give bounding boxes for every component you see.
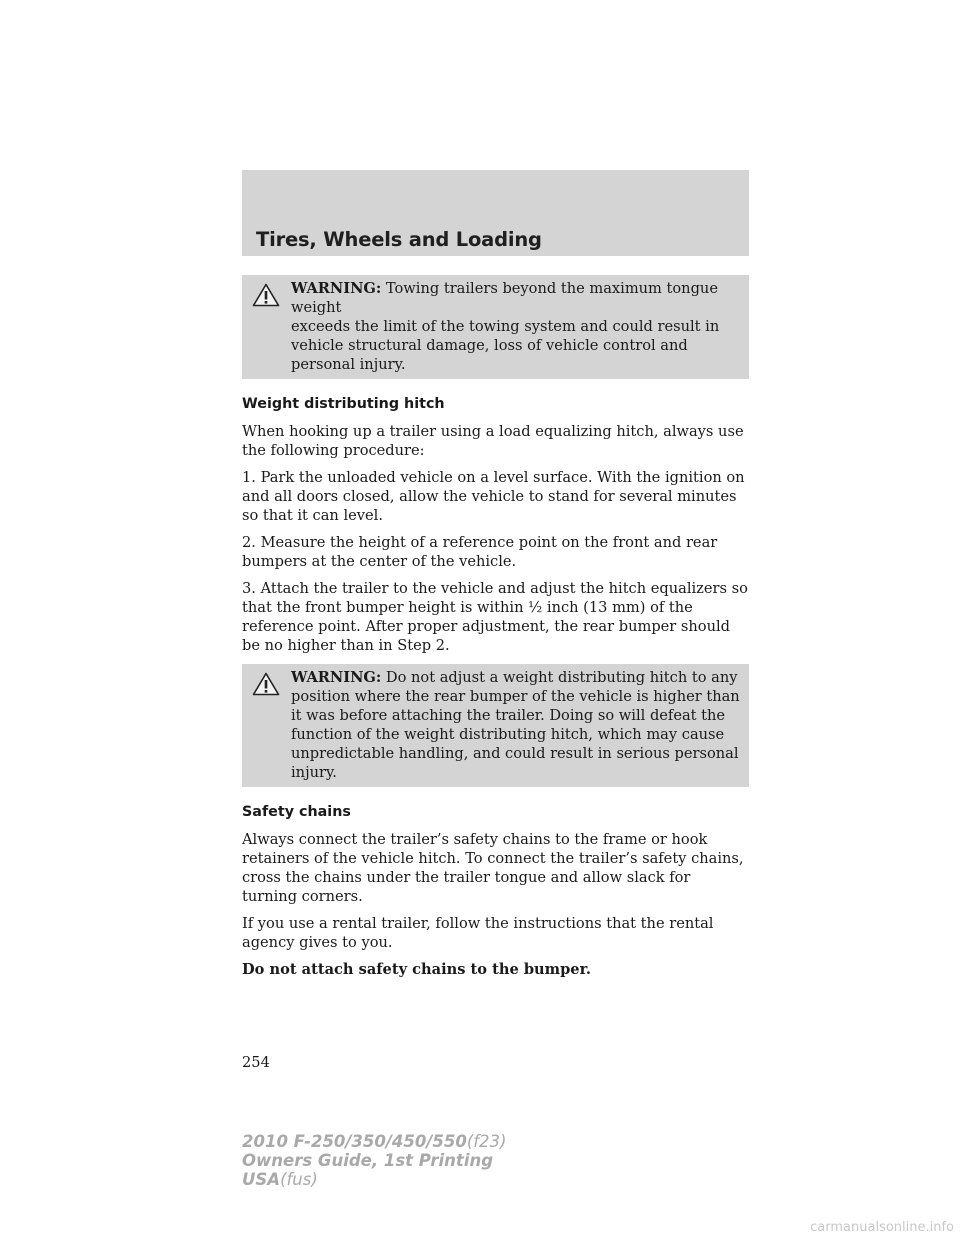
warning-text: position where the rear bumper of the vehicle is higher than it was before attaching the trailer. Doing so will defeat the function of the weight distributing hitch, which may cause unpredictable handling, and could result in serious personal injury. xyxy=(291,688,740,781)
footer-line-2: Owners Guide, 1st Printing xyxy=(242,1151,494,1170)
footer-model-code: (f23) xyxy=(466,1132,507,1151)
section-title: Tires, Wheels and Loading xyxy=(256,228,542,251)
footer-market-code: (fus) xyxy=(280,1170,318,1189)
paragraph-bumper-note: Do not attach safety chains to the bumper. xyxy=(242,961,591,978)
document-footer xyxy=(242,1132,507,1189)
footer-line-1 xyxy=(242,1132,507,1151)
warning-text: exceeds the limit of the towing system and could result in vehicle structural damage, loss of vehicle control and personal injury. xyxy=(291,318,720,373)
warning-label: WARNING: xyxy=(291,669,382,686)
warning-text-start: Do not adjust a weight distributing hitch to any xyxy=(385,669,738,686)
page-content xyxy=(242,275,749,987)
warning-triangle-icon xyxy=(252,672,280,696)
paragraph-step-1: 1. Park the unloaded vehicle on a level surface. With the ignition on and all doors closed, allow the vehicle to stand for several minutes so that it can level. xyxy=(242,469,745,524)
paragraph-step-3: 3. Attach the trailer to the vehicle and adjust the hitch equalizers so that the front bumper height is within ½ inch (13 mm) of the reference point. After proper adjustment, the rear bumper should be no higher than in Step 2. xyxy=(242,580,748,654)
warning-first-line xyxy=(248,279,743,317)
heading-weight-distributing-hitch: Weight distributing hitch xyxy=(242,396,445,412)
section-header xyxy=(242,170,749,256)
warning-triangle-icon xyxy=(252,283,280,307)
footer-market: USA xyxy=(242,1170,281,1189)
warning-text-start: Towing trailers beyond the maximum tongue weight xyxy=(291,280,718,316)
heading-safety-chains: Safety chains xyxy=(242,804,351,820)
paragraph-intro: When hooking up a trailer using a load equalizing hitch, always use the following procedure: xyxy=(242,423,744,459)
warning-box-tongue-weight xyxy=(242,275,749,379)
footer-model: 2010 F-250/350/450/550 xyxy=(242,1132,467,1151)
paragraph-safety-chains: Always connect the trailer’s safety chains to the frame or hook retainers of the vehicle hitch. To connect the trailer’s safety chains, cross the chains under the trailer tongue and allow slack for turning corners. xyxy=(242,831,744,905)
warning-first-line xyxy=(248,668,743,687)
page-number: 254 xyxy=(242,1054,270,1071)
paragraph-step-2: 2. Measure the height of a reference point on the front and rear bumpers at the center of the vehicle. xyxy=(242,534,718,570)
warning-box-hitch-adjust xyxy=(242,664,749,787)
warning-label: WARNING: xyxy=(291,280,382,297)
footer-line-3 xyxy=(242,1170,507,1189)
watermark: carmanualsonline.info xyxy=(810,1220,954,1235)
paragraph-rental-trailer: If you use a rental trailer, follow the instructions that the rental agency gives to you. xyxy=(242,915,714,951)
